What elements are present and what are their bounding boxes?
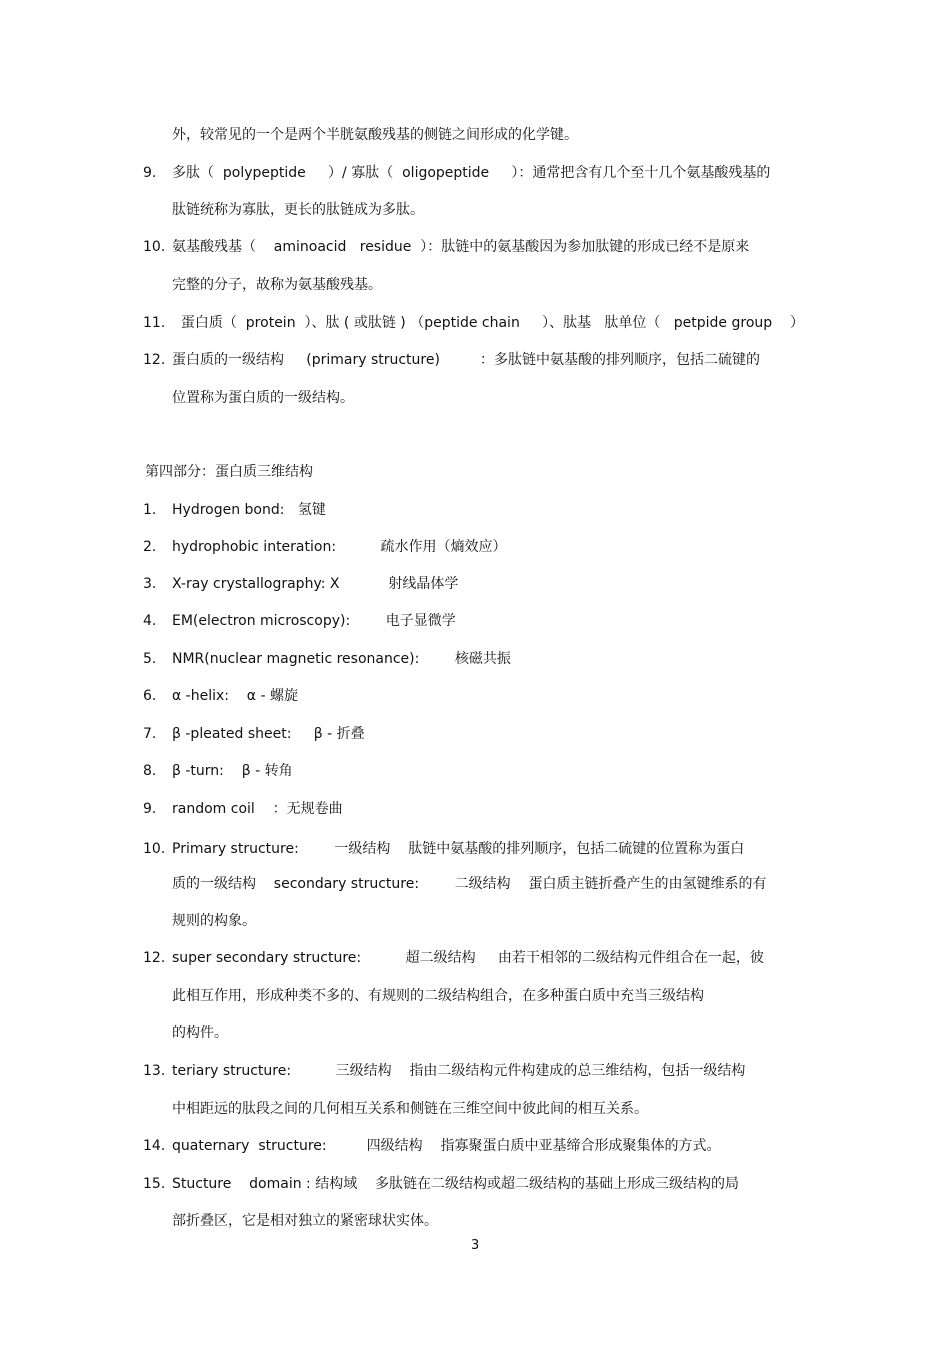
text-line: β -pleated sheet: β - 折叠 [172, 726, 365, 742]
list-number: 5. [143, 651, 157, 667]
list-number: 14. [143, 1138, 166, 1154]
list-number: 11. [143, 315, 166, 331]
text-line: 质的一级结构 secondary structure: 二级结构 蛋白质主链折叠产生的由氢键维系的有 [172, 876, 767, 892]
list-number: 1. [143, 502, 157, 518]
text-line: 肽链统称为寡肽，更长的肽链成为多肽。 [172, 202, 424, 218]
list-number: 12. [143, 352, 166, 368]
text-line: super secondary structure: 超二级结构 由若干相邻的二级结构元件组合在一起，彼 [172, 950, 764, 966]
text-line: 氨基酸残基（ aminoacid residue ）：肽链中的氨基酸因为参加肽键的形成已经不是原来 [172, 239, 750, 255]
section-heading: 第四部分：蛋白质三维结构 [145, 464, 313, 480]
text-line: hydrophobic interation: 疏水作用（熵效应） [172, 539, 507, 555]
text-line: 规则的构象。 [172, 913, 256, 929]
list-number: 15. [143, 1176, 166, 1192]
text-line: 的构件。 [172, 1025, 228, 1041]
list-number: 10. [143, 841, 166, 857]
text-line: teriary structure: 三级结构 指由二级结构元件构建成的总三维结构，包括一级结构 [172, 1063, 746, 1079]
text-line: 位置称为蛋白质的一级结构。 [172, 390, 354, 406]
list-number: 8. [143, 763, 157, 779]
text-line: EM(electron microscopy): 电子显微学 [172, 613, 456, 629]
list-number: 2. [143, 539, 157, 555]
text-line: β -turn: β - 转角 [172, 763, 293, 779]
text-line: quaternary structure: 四级结构 指寡聚蛋白质中亚基缔合形成聚集体的方式。 [172, 1138, 721, 1154]
text-line: Primary structure: 一级结构 肽链中氨基酸的排列顺序，包括二硫键的位置称为蛋白 [172, 841, 745, 857]
list-number: 4. [143, 613, 157, 629]
text-line: 中相距远的肽段之间的几何相互关系和侧链在三维空间中彼此间的相互关系。 [172, 1101, 648, 1117]
list-number: 9. [143, 801, 157, 817]
text-line: 部折叠区，它是相对独立的紧密球状实体。 [172, 1213, 438, 1229]
text-line: Hydrogen bond: 氢键 [172, 502, 326, 518]
text-line: 完整的分子，故称为氨基酸残基。 [172, 277, 382, 293]
text-line: 外，较常见的一个是两个半胱氨酸残基的侧链之间形成的化学键。 [172, 127, 578, 143]
list-number: 7. [143, 726, 157, 742]
text-line: X-ray crystallography: X 射线晶体学 [172, 576, 459, 592]
list-number: 13. [143, 1063, 166, 1079]
list-number: 12. [143, 950, 166, 966]
text-line: 蛋白质（ protein ）、肽 ( 或肽链 ) （peptide chain ）、肽基 肽单位（ petpide group ） [172, 315, 804, 331]
list-number: 10. [143, 239, 166, 255]
text-line: Stucture domain : 结构域 多肽链在二级结构或超二级结构的基础上形成三级结构的局 [172, 1176, 740, 1192]
list-number: 3. [143, 576, 157, 592]
page-number: 3 [471, 1238, 480, 1253]
list-number: 9. [143, 165, 157, 181]
text-line: 蛋白质的一级结构 (primary structure) ：多肽链中氨基酸的排列顺序，包括二硫键的 [172, 352, 760, 368]
text-line: α -helix: α - 螺旋 [172, 688, 298, 704]
text-line: 多肽（ polypeptide ）/ 寡肽（ oligopeptide ）：通常把含有几个至十几个氨基酸残基的 [172, 165, 771, 181]
text-line: random coil ：无规卷曲 [172, 801, 343, 817]
list-number: 6. [143, 688, 157, 704]
text-line: NMR(nuclear magnetic resonance): 核磁共振 [172, 651, 511, 667]
text-line: 此相互作用，形成种类不多的、有规则的二级结构组合，在多种蛋白质中充当三级结构 [172, 988, 704, 1004]
